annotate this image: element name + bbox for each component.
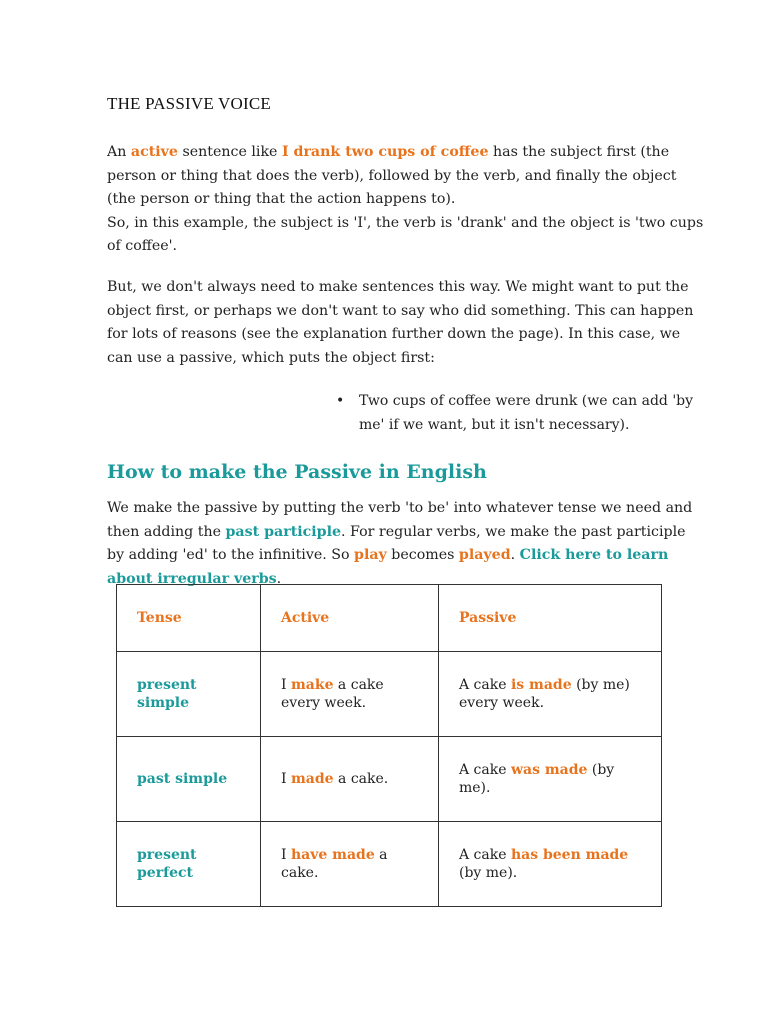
table-row <box>117 737 662 822</box>
intro-paragraph <box>107 141 707 259</box>
how-text: becomes <box>386 547 459 563</box>
example-bullet <box>336 389 706 437</box>
active-cell <box>261 737 439 822</box>
passive-verb: is made <box>510 677 572 693</box>
active-cell <box>261 822 439 907</box>
section-heading: How to make the Passive in English <box>107 461 487 483</box>
example-sentence: I drank two cups of coffee <box>281 144 489 160</box>
active-verb: make <box>290 677 334 693</box>
cell-text: (by me). <box>459 762 615 796</box>
passive-cell <box>439 652 662 737</box>
passive-verb: has been made <box>510 847 629 863</box>
cell-text: A cake <box>459 677 511 693</box>
intro-explanation: So, in this example, the subject is 'I', the verb is 'drank' and the object is 'two cups of coffee'. <box>107 214 704 254</box>
active-verb: made <box>290 771 334 787</box>
intro-text: has the subject first (the person or thing that does the verb), followed by the verb, and finally the object (the person or thing that the action happens to). <box>107 144 677 207</box>
how-paragraph <box>107 497 707 591</box>
how-text: . <box>510 547 520 563</box>
cell-text: (by me). <box>459 865 518 881</box>
bullet-text: Two cups of coffee were drunk (we can add 'by me' if we want, but it isn't necessary). <box>359 393 694 433</box>
page-title: THE PASSIVE VOICE <box>107 94 271 113</box>
cell-text: (by me) every week. <box>459 677 630 711</box>
irregular-verbs-link[interactable]: Click here to learn about irregular verbs <box>107 547 669 587</box>
passive-table <box>116 584 662 907</box>
table-row <box>117 652 662 737</box>
cell-text: I <box>281 847 291 863</box>
cell-text: I <box>281 677 291 693</box>
header-tense: Tense <box>117 585 261 652</box>
header-active: Active <box>261 585 439 652</box>
reason-paragraph: But, we don't always need to make sentences this way. We might want to put the object first, or perhaps we don't want to say who did something. This can happen for lots of reasons (see the explanation further down the page). In this case, we can use a passive, which puts the object first: <box>107 279 694 366</box>
cell-text: A cake <box>459 762 511 778</box>
passive-cell <box>439 822 662 907</box>
played-word: played <box>458 547 511 563</box>
past-participle-term: past participle <box>225 523 342 540</box>
how-text: . <box>276 570 282 587</box>
cell-text: I <box>281 771 291 787</box>
tense-cell: past simple <box>117 737 261 822</box>
header-passive: Passive <box>439 585 662 652</box>
table-header-row <box>117 585 662 652</box>
bullet-dot: • <box>336 393 345 409</box>
passive-verb: was made <box>510 762 588 778</box>
how-text: . For regular verbs, we make the past participle by adding 'ed' to the infinitive. So <box>107 523 686 563</box>
active-verb: have made <box>290 847 375 863</box>
tense-cell: present perfect <box>117 822 261 907</box>
intro-text: sentence like <box>177 144 282 160</box>
how-text: We make the passive by putting the verb 'to be' into whatever tense we need and then adding the <box>107 500 693 540</box>
intro-text: An <box>107 144 131 160</box>
cell-text: A cake <box>459 847 511 863</box>
passive-cell <box>439 737 662 822</box>
active-highlight: active <box>130 144 178 160</box>
active-cell <box>261 652 439 737</box>
cell-text: a cake. <box>333 771 389 787</box>
tense-cell: present simple <box>117 652 261 737</box>
play-word: play <box>354 547 387 563</box>
cell-text: a cake. <box>281 847 388 881</box>
table-row <box>117 822 662 907</box>
cell-text: a cake every week. <box>281 677 384 711</box>
